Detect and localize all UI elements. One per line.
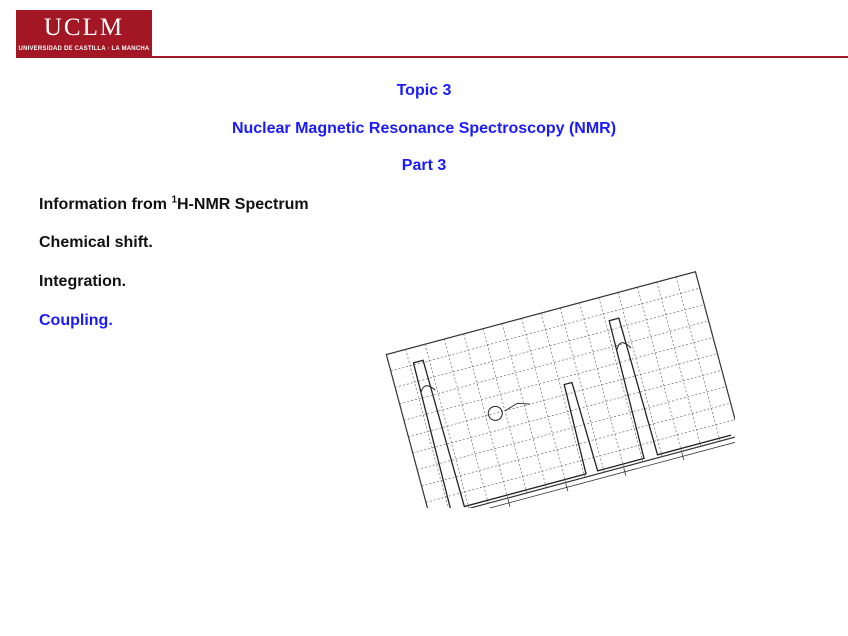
integration-item: Integration.	[39, 273, 127, 290]
slide-title: Nuclear Magnetic Resonance Spectroscopy (NMR)	[231, 120, 617, 137]
info-superscript: 1	[171, 194, 177, 206]
nmr-spectrum-image	[370, 248, 735, 508]
part-heading: Part 3	[401, 157, 447, 174]
coupling-item: Coupling.	[39, 312, 113, 329]
chemical-shift-item: Chemical shift.	[39, 234, 153, 251]
header-divider	[16, 56, 848, 58]
info-suffix: H-NMR Spectrum	[177, 196, 309, 213]
info-prefix: Information from	[39, 196, 172, 213]
logo-text: UCLM	[43, 14, 125, 41]
uclm-logo	[16, 10, 152, 56]
topic-heading: Topic 3	[396, 82, 452, 99]
info-heading	[39, 196, 309, 214]
logo-subtext: UNIVERSIDAD DE CASTILLA · LA MANCHA	[18, 46, 150, 52]
